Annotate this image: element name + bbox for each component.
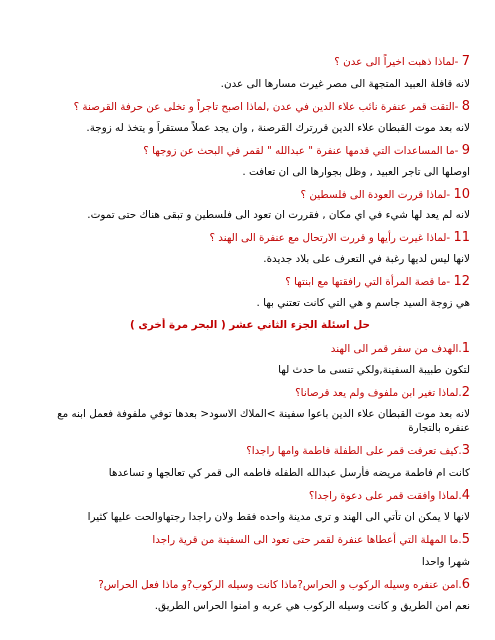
question-number: 1 [461,341,470,356]
question-text: .امن عنفره وسيله الركوب و الحراس?ماذا كانت وسيله الركوب?و ماذا فعل الحراس? [98,579,462,591]
question-line [30,385,470,401]
question-line [30,143,470,159]
question-line [30,99,470,115]
question-number: 7 [461,54,470,69]
answer-line: لتكون طبيبة السفينة,ولكي تنسى ما حدث لها [278,364,470,376]
question-text: .الهدف من سفر قمر الى الهند [330,343,462,355]
answer-line: هي زوجة السيد جاسم و هي التي كانت تعتني بها . [256,297,470,309]
question-text: -ما قصة المرأة التي رافقتها مع ابنتها ؟ [285,276,454,288]
question-text: -التقت قمر عنفرة نائب علاء الدين في عدن ,لماذا اصبح تاجراً و تخلى عن حرفة القرصنة ؟ [73,101,462,113]
question-line [30,230,470,246]
answer-line: لانها ليس لديها رغبة في التعرف على بلاد جديدة. [263,253,470,265]
question-number: 12 [453,274,470,289]
question-number: 3 [461,443,470,458]
question-number: 5 [461,532,470,547]
question-line [30,187,470,203]
question-text: -لماذا غيرت رأيها و قررت الارتحال مع عنفرة الى الهند ؟ [209,232,454,244]
question-text: -لماذا قررت العودة الى فلسطين ؟ [300,189,454,201]
question-line [30,488,470,504]
question-number: 8 [461,99,470,114]
answer-line: نعم امن الطريق و كانت وسيله الركوب هي عربه و امنوا الحراس الطريق. [154,600,470,612]
section-heading: حل اسئلة الجزء الثاني عشر ( البحر مرة أخرى ) [130,319,370,331]
question-number: 4 [461,488,470,503]
answer-line: كانت ام فاطمة مريضه فأرسل عبدالله الطفله فاطمه الى قمر كي تعالجها و تساعدها [108,467,470,479]
answer-line: شهرا واحدا [421,556,470,568]
question-number: 9 [461,143,470,158]
question-number: 2 [461,385,470,400]
question-line [30,577,470,593]
question-text: -ما المساعدات التي قدمها عنفرة " عبدالله " لقمر في البحث عن زوجها ؟ [143,145,462,157]
answer-line: لانه لم يعد لها شيء في اي مكان , فقررت ان تعود الى فلسطين و تبقى هناك حتى تموت. [87,209,470,221]
answer-line: لانه قافلة العبيد المتجهة الى مصر غيرت مسارها الى عدن. [220,78,470,90]
question-text: .كيف تعرفت قمر على الطفلة فاطمة وامها راجدا؟ [246,445,462,457]
question-line [30,54,470,70]
question-text: -لماذا ذهبت اخيراً الى عدن ؟ [334,56,462,68]
question-number: 6 [461,577,470,592]
answer-line: لانه بعد موت القبطان علاء الدين باعوا سفينة >الملاك الاسود< بعدها توفي ملفوفة فعمل ابنه مع عنفره بالتجارة [57,408,470,434]
question-line [30,443,470,459]
answer-line: لانه بعد موت القبطان علاء الدين قررترك القرصنة , وان يجد عملاً مستقراً و يتخذ له زوجة. [86,122,470,134]
question-text: .لماذا تغير ابن ملفوف ولم يعد قرصانا؟ [295,387,462,399]
answer-line: لانها لا يمكن ان تأتي الى الهند و ترى مدينة واحده فقط ولان راجدا رجتهاوالحت عليها كثيرا [87,511,470,523]
question-line [30,532,470,548]
answer-line: اوصلها الى تاجر العبيد , وظل بجوارها الى ان تعافت . [242,166,470,178]
question-number: 10 [453,187,470,202]
question-text: .لماذا وافقت قمر على دعوة راجدا؟ [308,490,462,502]
question-line [30,341,470,357]
question-number: 11 [453,230,470,245]
question-text: .ما المهلة التي أعطاها عنفرة لقمر حتى تعود الى السفينة من قرية راجدا [152,534,462,546]
question-line [30,274,470,290]
